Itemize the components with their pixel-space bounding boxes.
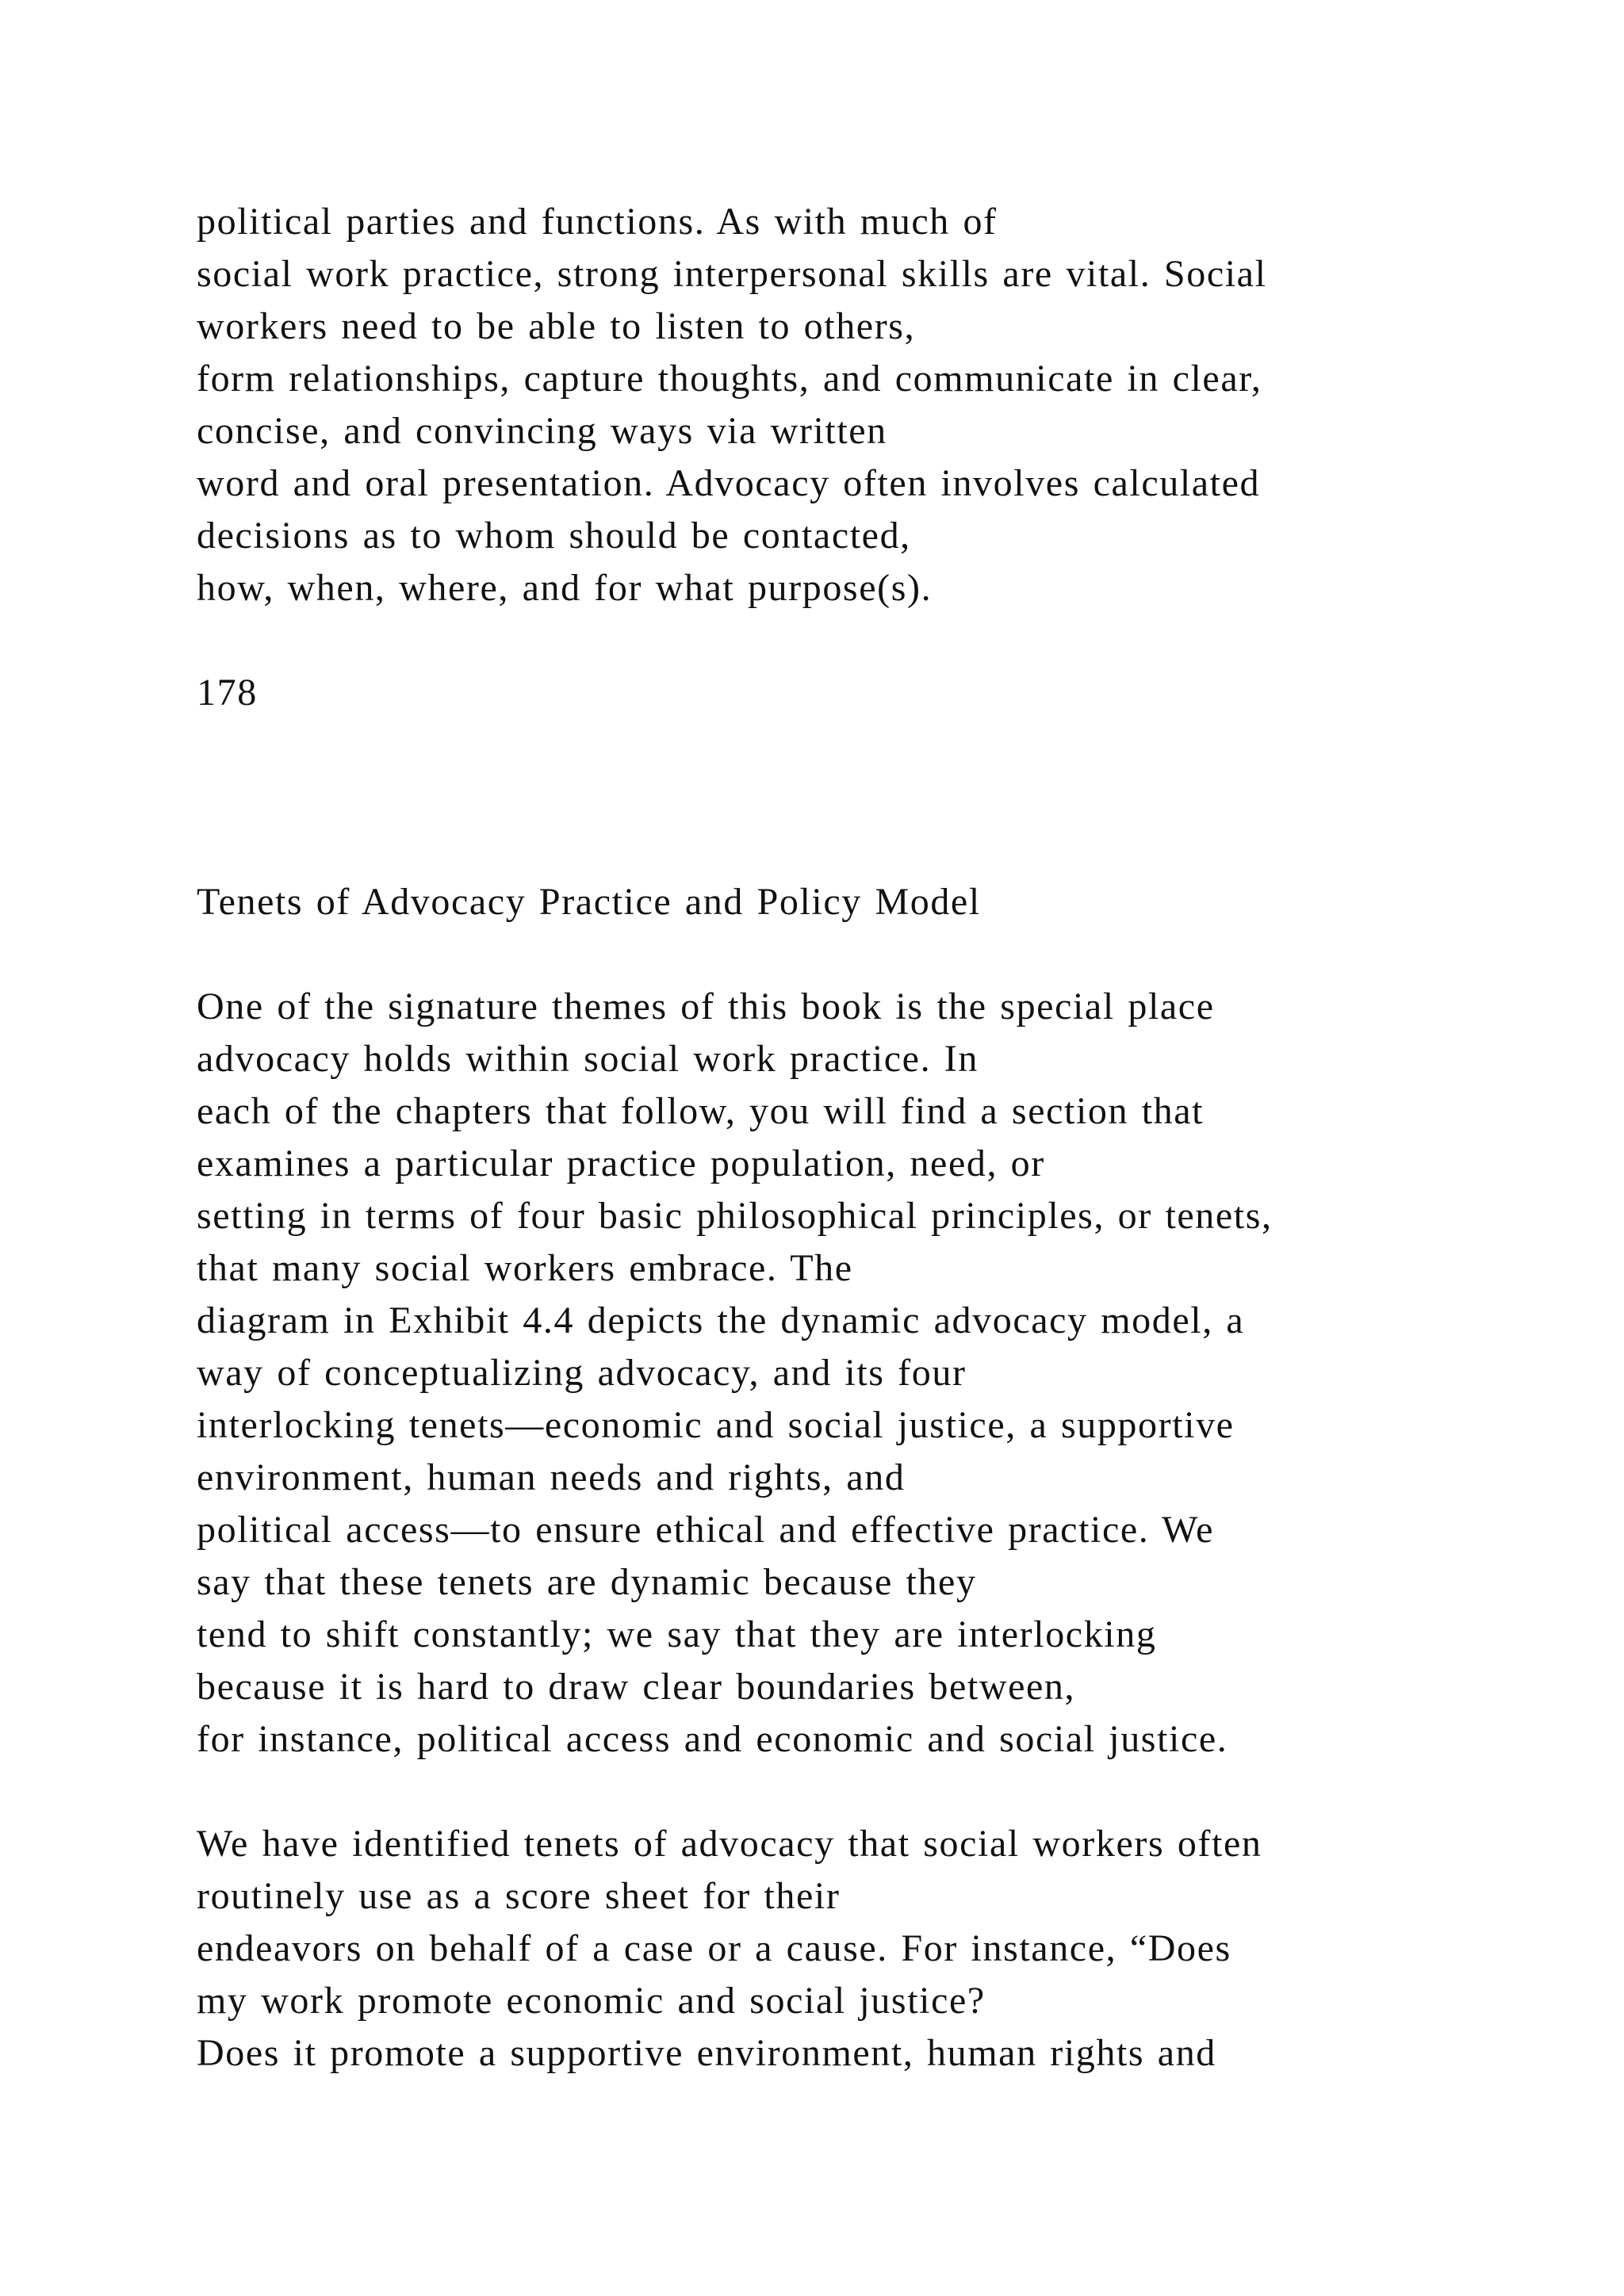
paragraph-2-line-11: political access—to ensure ethical and effective practice. We [197,1509,1215,1551]
paragraph-2-line-3: each of the chapters that follow, you will find a section that [197,1090,1205,1132]
paragraph-3-line-2: routinely use as a score sheet for their [197,1875,841,1917]
paragraph-1-line-7: decisions as to whom should be contacted, [197,515,911,557]
paragraph-2-line-6: that many social workers embrace. The [197,1247,853,1289]
paragraph-2-line-12: say that these tenets are dynamic because they [197,1561,977,1603]
paragraph-2-line-8: way of conceptualizing advocacy, and its four [197,1352,967,1394]
paragraph-2-line-13: tend to shift constantly; we say that they are interlocking [197,1613,1157,1655]
paragraph-3-line-3: endeavors on behalf of a case or a cause. For instance, “Does [197,1927,1231,1969]
paragraph-2-line-2: advocacy holds within social work practice. In [197,1038,979,1080]
paragraph-2-line-9: interlocking tenets—economic and social justice, a supportive [197,1404,1235,1446]
section-heading: Tenets of Advocacy Practice and Policy Model [197,881,981,923]
paragraph-2-line-4: examines a particular practice population, need, or [197,1142,1045,1184]
paragraph-3-line-1: We have identified tenets of advocacy that social workers often [197,1823,1262,1865]
paragraph-2-line-1: One of the signature themes of this book is the special place [197,985,1215,1027]
paragraph-2-line-7: diagram in Exhibit 4.4 depicts the dynamic advocacy model, a [197,1299,1245,1341]
paragraph-1-line-5: concise, and convincing ways via written [197,410,887,452]
paragraph-1-line-8: how, when, where, and for what purpose(s). [197,567,933,609]
paragraph-2-line-15: for instance, political access and economic and social justice. [197,1718,1228,1760]
paragraph-1-line-3: workers need to be able to listen to others, [197,305,916,347]
paragraph-1-line-2: social work practice, strong interpersonal skills are vital. Social [197,253,1267,295]
paragraph-2-line-10: environment, human needs and rights, and [197,1456,906,1498]
paragraph-3-line-4: my work promote economic and social justice? [197,1980,986,2022]
page-number: 178 [197,672,258,714]
paragraph-1-line-4: form relationships, capture thoughts, and communicate in clear, [197,358,1262,400]
paragraph-1-line-1: political parties and functions. As with much of [197,201,998,243]
paragraph-1-line-6: word and oral presentation. Advocacy often involves calculated [197,462,1261,504]
paragraph-2-line-14: because it is hard to draw clear boundaries between, [197,1666,1076,1708]
paragraph-2-line-5: setting in terms of four basic philosophical principles, or tenets, [197,1195,1273,1237]
paragraph-3-line-5: Does it promote a supportive environment, human rights and [197,2032,1216,2074]
